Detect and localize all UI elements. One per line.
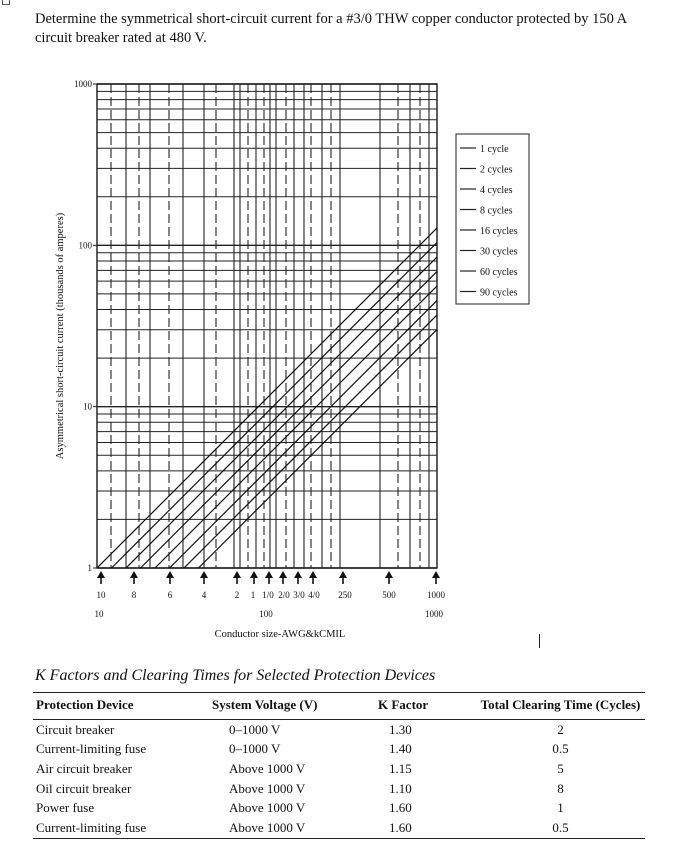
y-tick-label: 10: [83, 401, 92, 412]
table-cell: 1.40: [389, 741, 412, 757]
x-tick-arrow: [97, 571, 105, 578]
table-cell: 0.5: [552, 741, 569, 757]
table-title: K Factors and Clearing Times for Selected Protection Devices: [35, 667, 436, 684]
table-cell: Current-limiting fuse: [36, 741, 147, 757]
table-header-cell: Total Clearing Time (Cycles): [476, 693, 645, 720]
cycle-line: [126, 88, 606, 568]
table-cell: 1.60: [375, 818, 476, 838]
table-header-cell: Protection Device: [33, 693, 209, 720]
table-row: [33, 818, 645, 838]
table-cell: Oil circuit breaker: [36, 780, 132, 796]
table-cell: 5: [557, 760, 564, 776]
legend-label: 2 cycles: [480, 164, 513, 176]
table-row: [33, 759, 645, 779]
x-axis-label: Conductor size-AWG&kCMIL: [214, 629, 346, 640]
x-tick-arrow: [166, 571, 174, 578]
table-cell: 0.5: [476, 818, 645, 838]
table-cell: Above 1000 V: [229, 760, 306, 776]
x-scale-label: 10: [94, 609, 104, 619]
table-row: [33, 720, 645, 740]
table-cell: 1: [557, 800, 564, 816]
x-scale-label: 1000: [425, 609, 443, 619]
y-tick-label: 1000: [74, 79, 92, 89]
table-cell: 8: [557, 780, 564, 796]
legend-label: 8 cycles: [480, 205, 513, 217]
x-tick-label: 250: [338, 590, 352, 600]
question-text: Determine the symmetrical short-circuit current for a #3/0 THW copper conductor protected by 150 A circuit breaker rated at 480 V.: [35, 11, 627, 46]
x-tick-label: 6: [167, 590, 173, 600]
k-factor-table: [33, 692, 645, 839]
x-scale-label: 100: [259, 609, 273, 619]
x-tick-label: 4: [201, 590, 207, 600]
table-header-row: [33, 693, 645, 720]
x-tick-arrow: [309, 571, 317, 578]
table-cell: 2: [557, 721, 564, 737]
x-tick-arrow: [233, 571, 241, 578]
table-cell: 1.15: [389, 760, 412, 776]
table-cell: Circuit breaker: [36, 721, 115, 737]
legend-label: 90 cycles: [480, 287, 518, 299]
table-cell: 1.10: [389, 780, 412, 796]
legend-label: 1 cycle: [480, 144, 509, 155]
y-axis-label: Asymmetrical short-circuit current (thousands of amperes): [55, 212, 66, 460]
x-tick-arrow: [200, 571, 208, 578]
x-tick-label: 1000: [427, 590, 445, 600]
y-tick-label: 100: [78, 240, 92, 251]
table-cell: 1.60: [389, 800, 412, 816]
legend-label: 60 cycles: [480, 267, 518, 278]
legend-box: [456, 134, 529, 304]
table-cell: Power fuse: [36, 800, 95, 816]
y-tick-label: 1: [87, 563, 92, 573]
legend-label: 16 cycles: [480, 226, 518, 237]
x-tick-arrow: [294, 571, 302, 578]
x-tick-arrow: [250, 571, 258, 578]
table-row: [33, 779, 645, 799]
table-header-cell: System Voltage (V): [209, 693, 375, 720]
table-cell: 1.30: [389, 721, 412, 737]
x-tick-label: 1: [250, 590, 256, 600]
x-tick-label: 2/0: [278, 590, 290, 600]
x-tick-arrow: [339, 571, 347, 578]
x-tick-arrow: [130, 571, 138, 578]
text-cursor: [539, 634, 540, 648]
x-tick-label: 4/0: [308, 590, 320, 600]
cycle-line: [155, 88, 635, 568]
x-tick-label: 1/0: [262, 590, 274, 600]
cycle-lines: [97, 88, 679, 568]
x-tick-label: 2: [234, 590, 240, 600]
x-tick-arrow: [385, 571, 393, 578]
x-tick-label: 10: [96, 590, 106, 600]
x-tick-label: 3/0: [293, 590, 305, 600]
table-cell: Above 1000 V: [209, 818, 375, 838]
table-cell: Above 1000 V: [229, 780, 306, 796]
table-header-cell: K Factor: [375, 693, 476, 720]
table-row: [33, 798, 645, 818]
table-cell: 0–1000 V: [229, 741, 281, 757]
table-cell: Air circuit breaker: [36, 760, 133, 776]
legend-label: 30 cycles: [480, 246, 518, 258]
table-cell: Current-limiting fuse: [33, 818, 209, 838]
table-cell: 0–1000 V: [229, 721, 281, 737]
x-tick-label: 8: [131, 590, 137, 600]
legend-label: 4 cycles: [480, 185, 513, 196]
plot-frame: [97, 84, 437, 568]
x-tick-arrow: [432, 571, 440, 578]
x-tick-label: 500: [382, 590, 396, 600]
x-tick-arrow: [265, 571, 273, 578]
table-cell: Above 1000 V: [229, 800, 306, 816]
x-tick-arrow: [279, 571, 287, 578]
table-row: [33, 740, 645, 760]
